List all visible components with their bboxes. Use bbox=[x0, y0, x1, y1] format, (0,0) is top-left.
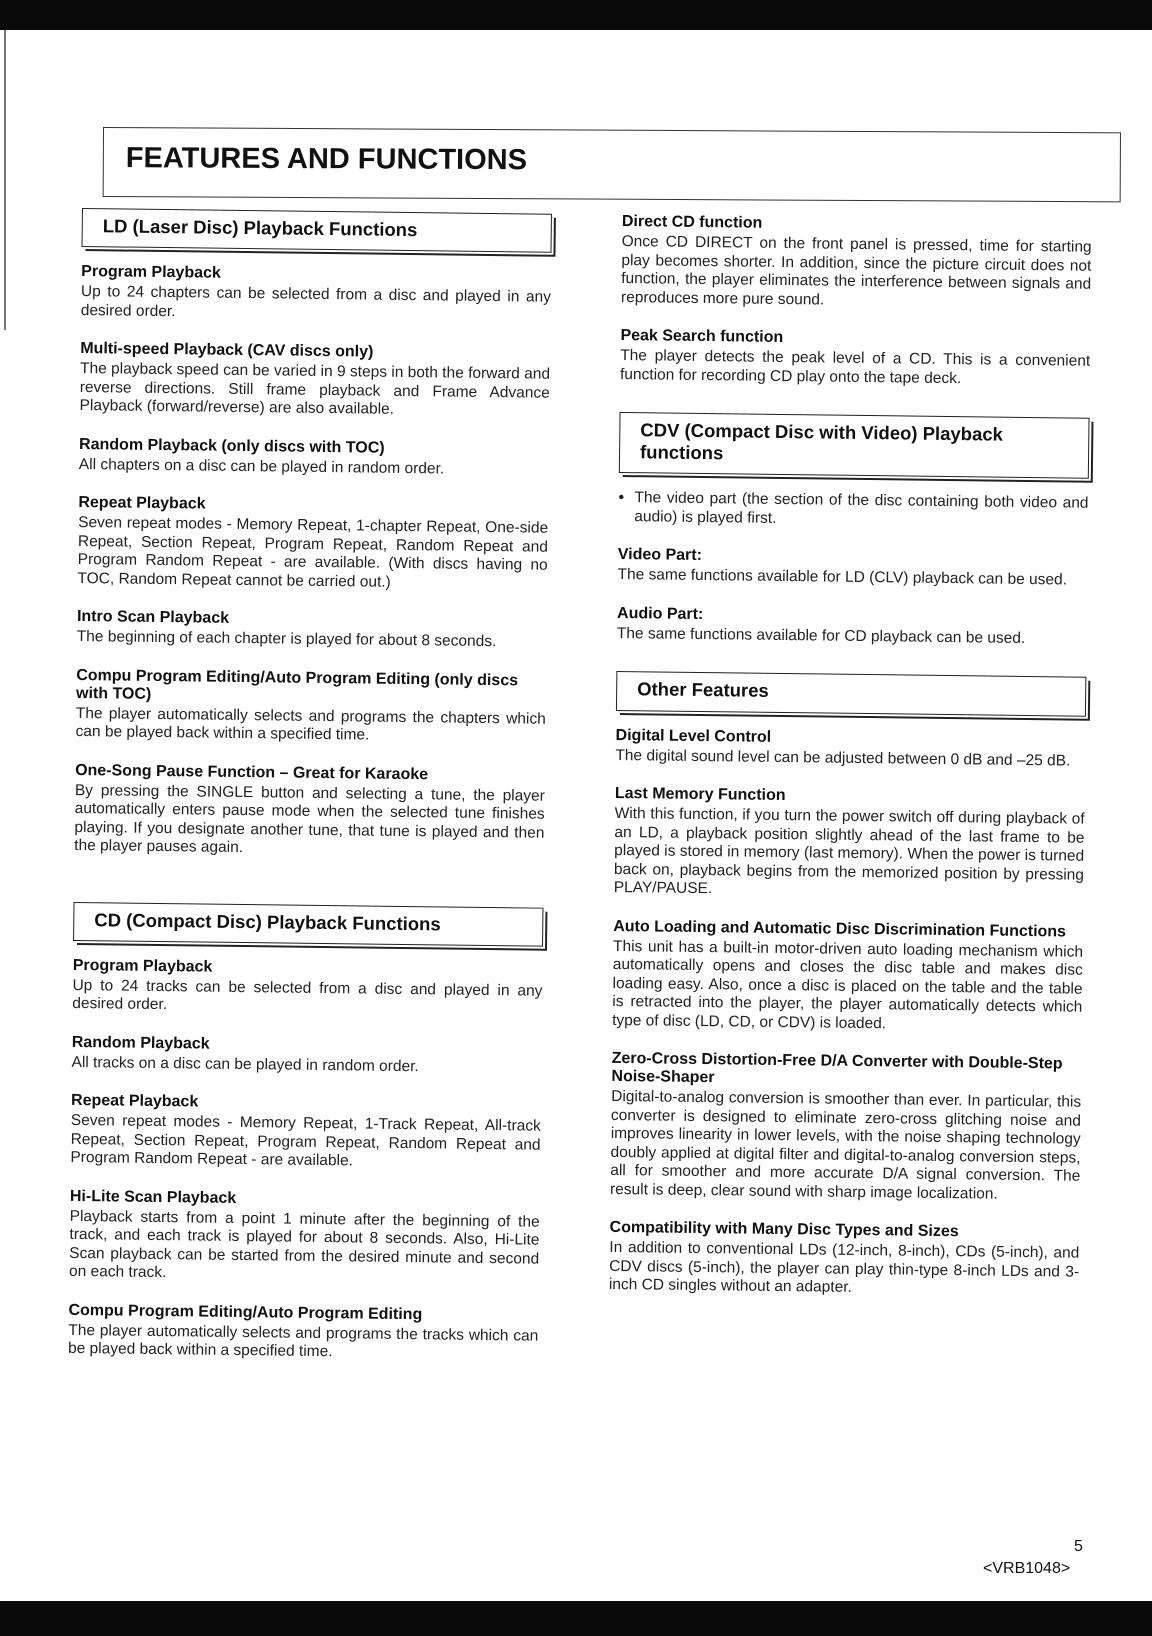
feature-body: Up to 24 chapters can be selected from a disc and played in any desired order. bbox=[80, 283, 552, 320]
feature-item bbox=[81, 263, 552, 326]
feature-title: Repeat Playback bbox=[70, 1092, 199, 1111]
feature-body: Once CD DIRECT on the front panel is pressed, time for starting play becomes shorter. In addition, since the picture circuit does not function, the player eliminates the interference between signals and reproduces more pure sound. bbox=[620, 232, 1092, 308]
feature-item bbox=[621, 213, 1092, 313]
feature-title: Compu Program Editing/Auto Program Editing (only discs with TOC) bbox=[75, 666, 519, 703]
feature-title: Random Playback bbox=[71, 1033, 210, 1053]
feature-title: Direct CD function bbox=[621, 213, 763, 232]
feature-title: Compatibility with Many Disc Types and Sizes bbox=[609, 1218, 959, 1241]
bullet-icon: • bbox=[618, 489, 625, 507]
feature-body: Seven repeat modes - Memory Repeat, 1-chapter Repeat, One-side Repeat, Section Repeat, Program Repeat, Random Repeat and Program Random Repeat - are available. (With discs having no TOC, Random Repeat cannot be carried out.) bbox=[77, 514, 549, 591]
feature-body: This unit has a built-in motor-driven auto loading mechanism which automatically opens and closes the disc table and makes disc loading easy. Also, once a disc is placed on the table and the table is retracted into the player, the player automatically detects which type of disc (LD, CD, or CDV) is loaded. bbox=[612, 937, 1084, 1032]
other-section-heading: Other Features bbox=[616, 671, 1086, 716]
feature-title: Hi-Lite Scan Playback bbox=[69, 1187, 237, 1207]
feature-item bbox=[71, 1034, 541, 1078]
feature-body: All tracks on a disc can be played in random order. bbox=[71, 1053, 419, 1076]
feature-item bbox=[74, 762, 545, 862]
feature-body: Playback starts from a point 1 minute after the beginning of the track, and each track is played for about 8 seconds. Also, Hi-Lite Scan playback can be started from the desired minute and second on each track. bbox=[68, 1207, 540, 1282]
feature-body: In addition to conventional LDs (12-inch, 8-inch), CDs (5-inch), and CDV discs (5-inch), the player can play thin-type 8-inch LDs and 3-inch CD singles without an adapter. bbox=[608, 1238, 1080, 1296]
feature-title: Intro Scan Playback bbox=[76, 608, 230, 628]
cdv-note-text: The video part (the section of the disc containing both video and audio) is played first. bbox=[634, 489, 1089, 527]
feature-body: Seven repeat modes - Memory Repeat, 1-Track Repeat, All-track Repeat, Section Repeat, Program Repeat, Random Repeat and Program Random Repeat - are available. bbox=[70, 1112, 541, 1170]
feature-body: All chapters on a disc can be played in random order. bbox=[78, 455, 445, 478]
feature-item bbox=[615, 727, 1085, 771]
feature-item bbox=[617, 605, 1087, 649]
feature-item bbox=[79, 340, 550, 421]
page-number: 5 bbox=[1074, 1538, 1083, 1555]
feature-item bbox=[79, 436, 549, 480]
feature-item bbox=[72, 957, 543, 1020]
feature-body: The player detects the peak level of a CD. This is a convenient function for recording CD play onto the tape deck. bbox=[619, 346, 1091, 387]
feature-item bbox=[612, 918, 1083, 1036]
feature-title: Auto Loading and Automatic Disc Discrimination Functions bbox=[613, 917, 1067, 941]
feature-title: Program Playback bbox=[72, 956, 213, 976]
page-header-box bbox=[103, 127, 1121, 202]
feature-body: The playback speed can be varied in 9 steps in both the forward and reverse directions. Still frame playback and Frame Advance Playback (forward/reverse) are also available. bbox=[79, 360, 551, 419]
feature-body: The player automatically selects and programs the chapters which can be played back within a specified time. bbox=[75, 704, 546, 744]
right-column bbox=[609, 213, 1092, 1320]
feature-title: Multi-speed Playback (CAV discs only) bbox=[80, 340, 374, 361]
feature-title: Video Part: bbox=[617, 546, 703, 565]
ld-section-heading: LD (Laser Disc) Playback Functions bbox=[82, 208, 552, 253]
feature-item bbox=[70, 1092, 541, 1173]
feature-title: Program Playback bbox=[81, 263, 221, 282]
feature-title: Last Memory Function bbox=[614, 785, 786, 805]
feature-item bbox=[77, 494, 548, 594]
feature-item bbox=[614, 785, 1085, 903]
feature-title: Zero-Cross Distortion-Free D/A Converter with Double-Step Noise-Shaper bbox=[611, 1050, 1063, 1087]
feature-title: Random Playback (only discs with TOC) bbox=[79, 435, 385, 457]
feature-item bbox=[609, 1219, 1080, 1300]
feature-title: Compu Program Editing/Auto Program Editing bbox=[68, 1301, 423, 1324]
feature-body: The digital sound level can be adjusted between 0 dB and –25 dB. bbox=[615, 746, 1071, 770]
cd-section-heading: CD (Compact Disc) Playback Functions bbox=[73, 902, 543, 947]
feature-body: The player automatically selects and programs the tracks which can be played back within a specified time. bbox=[67, 1321, 539, 1361]
feature-item bbox=[620, 327, 1091, 390]
feature-title: One-Song Pause Function – Great for Karaoke bbox=[75, 761, 429, 783]
feature-body: By pressing the SINGLE button and selecting a tune, the player automatically enters pause mode when the selected tune finishes playing. If you designate another tune, that tune is played and then the player pauses again. bbox=[74, 781, 545, 857]
left-column bbox=[68, 208, 552, 1385]
feature-item bbox=[75, 667, 546, 748]
feature-body: The same functions available for CD playback can be used. bbox=[616, 624, 1026, 647]
feature-item bbox=[77, 608, 547, 652]
feature-body: With this function, if you turn the power switch off during playback of an LD, a playback position slightly ahead of the last frame to be played is stored in memory (last memory). When the power is turned back on, playback begins from the memorized position by pressing PLAY/PAUSE. bbox=[613, 805, 1085, 898]
scan-bottom-border bbox=[0, 1601, 1152, 1636]
feature-body: The beginning of each chapter is played for about 8 seconds. bbox=[76, 628, 497, 651]
feature-item bbox=[69, 1188, 540, 1288]
feature-title: Audio Part: bbox=[617, 604, 704, 623]
feature-item bbox=[68, 1302, 539, 1365]
page-title: FEATURES AND FUNCTIONS bbox=[125, 142, 528, 177]
cdv-note bbox=[618, 489, 1088, 532]
feature-title: Peak Search function bbox=[620, 326, 784, 346]
feature-item bbox=[610, 1050, 1082, 1205]
cdv-section-heading: CDV (Compact Disc with Video) Playback functions bbox=[619, 412, 1090, 479]
feature-body: Up to 24 tracks can be selected from a disc and played in any desired order. bbox=[72, 976, 543, 1014]
scan-top-border bbox=[0, 0, 1152, 30]
feature-body: The same functions available for LD (CLV) playback can be used. bbox=[617, 566, 1068, 589]
feature-body: Digital-to-analog conversion is smoother than ever. In particular, this converter is designed to eliminate zero-cross glitching noise and improves linearity in lower levels, with the noise shaping technology doubly applied at digital filter and digital-to-analog conversion steps, all for smoother and more accurate D/A signal conversion. The result is deep, clear sound with sharp image localization. bbox=[609, 1087, 1082, 1203]
document-code: <VRB1048> bbox=[983, 1560, 1071, 1577]
scan-left-edge bbox=[4, 30, 6, 330]
feature-title: Digital Level Control bbox=[615, 726, 772, 746]
feature-title: Repeat Playback bbox=[78, 494, 206, 513]
feature-item bbox=[617, 546, 1087, 590]
